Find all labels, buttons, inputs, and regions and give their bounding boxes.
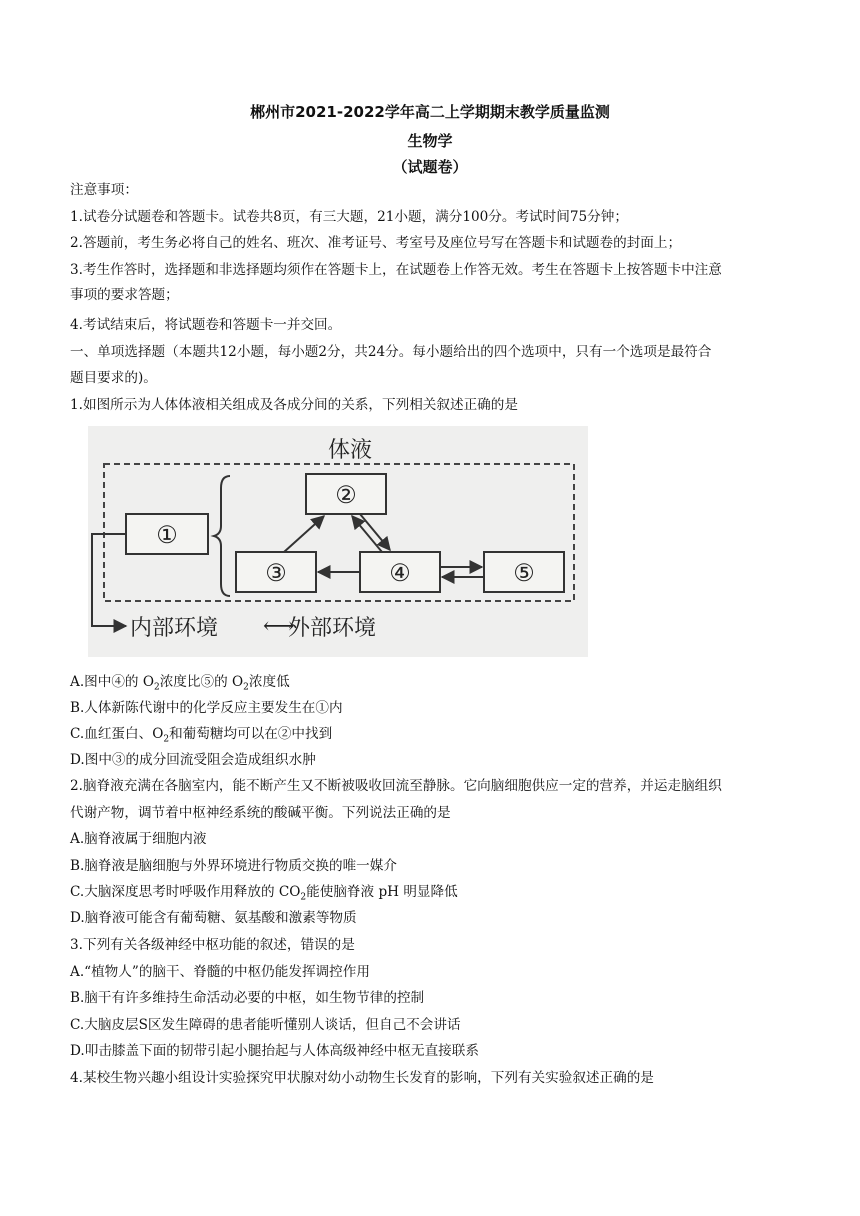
q1-option-c: C.血红蛋白、$O_2$和葡萄糖均可以在②中找到 bbox=[70, 726, 333, 745]
section-heading: 一、单项选择题（本题共12小题，每小题2分，共24分。每小题给出的四个选项中，只有一个选项是最符合 bbox=[70, 344, 712, 360]
question-3-stem: 3.下列有关各级神经中枢功能的叙述，错误的是 bbox=[70, 937, 355, 953]
q1-option-b: B.人体新陈代谢中的化学反应主要发生在①内 bbox=[70, 700, 343, 716]
paper-type: （试题卷） bbox=[392, 158, 468, 176]
q3-option-b: B.脑干有许多维持生命活动必要的中枢，如生物节律的控制 bbox=[70, 990, 425, 1006]
question-4-stem: 4.某校生物兴趣小组设计实验探究甲状腺对幼小动物生长发育的影响，下列有关实验叙述正确的是 bbox=[70, 1070, 654, 1086]
q1-option-a: A.图中④的 $O_2$浓度比⑤的 $O_2$浓度低 bbox=[70, 674, 290, 693]
q2-option-d: D.脑脊液可能含有葡萄糖、氨基酸和激素等物质 bbox=[70, 910, 357, 926]
q2-option-c: C.大脑深度思考时呼吸作用释放的 $CO_2$能使脑脊液 pH 明显降低 bbox=[70, 884, 458, 903]
q2-option-a: A.脑脊液属于细胞内液 bbox=[70, 831, 207, 847]
node-2-label: ② bbox=[335, 481, 357, 509]
q1-option-d: D.图中③的成分回流受阻会造成组织水肿 bbox=[70, 752, 316, 768]
notice-item: 3.考生作答时，选择题和非选择题均须作在答题卡上，在试题卷上作答无效。考生在答题卡上按答题卡中注意 bbox=[70, 262, 722, 278]
question-2-stem: 2.脑脊液充满在各脑室内，能不断产生又不断被吸收回流至静脉。它向脑细胞供应一定的营养，并运走脑组织 bbox=[70, 778, 722, 794]
body-fluid-diagram bbox=[88, 426, 588, 657]
internal-env-label: 内部环境 bbox=[130, 616, 219, 641]
q3-option-a: A.“植物人”的脑干、脊髓的中枢仍能发挥调控作用 bbox=[70, 964, 370, 980]
external-env-label: 外部环境 bbox=[288, 616, 377, 641]
question-1-stem: 1.如图所示为人体体液相关组成及各成分间的关系，下列相关叙述正确的是 bbox=[70, 397, 518, 413]
subject-title: 生物学 bbox=[407, 132, 453, 150]
exchange-arrow: ⟷ bbox=[263, 614, 295, 639]
q3-option-c: C.大脑皮层S区发生障碍的患者能听懂别人谈话，但自己不会讲话 bbox=[70, 1017, 461, 1033]
node-1-label: ① bbox=[156, 521, 178, 549]
notice-item: 事项的要求答题； bbox=[70, 287, 179, 303]
notice-item: 2.答题前，考生务必将自己的姓名、班次、准考证号、考室号及座位号写在答题卡和试题卷的封面上； bbox=[70, 235, 682, 251]
diagram-svg bbox=[88, 426, 588, 657]
notice-item: 1.试卷分试题卷和答题卡。试卷共8页，有三大题，21小题，满分100分。考试时间75分钟； bbox=[70, 209, 628, 225]
notice-item: 4.考试结束后，将试题卷和答题卡一并交回。 bbox=[70, 317, 342, 333]
question-2-stem-cont: 代谢产物，调节着中枢神经系统的酸碱平衡。下列说法正确的是 bbox=[70, 805, 451, 821]
notice-heading: 注意事项： bbox=[70, 182, 138, 198]
q3-option-d: D.叩击膝盖下面的韧带引起小腿抬起与人体高级神经中枢无直接联系 bbox=[70, 1043, 479, 1059]
node-4-label: ④ bbox=[389, 559, 411, 587]
node-3-label: ③ bbox=[265, 559, 287, 587]
exam-title: 郴州市2021-2022学年高二上学期期末教学质量监测 bbox=[250, 103, 610, 121]
node-5-label: ⑤ bbox=[513, 559, 535, 587]
section-heading-cont: 题目要求的)。 bbox=[70, 370, 157, 386]
q2-option-b: B.脑脊液是脑细胞与外界环境进行物质交换的唯一媒介 bbox=[70, 858, 397, 874]
outer-label: 体液 bbox=[327, 438, 373, 463]
